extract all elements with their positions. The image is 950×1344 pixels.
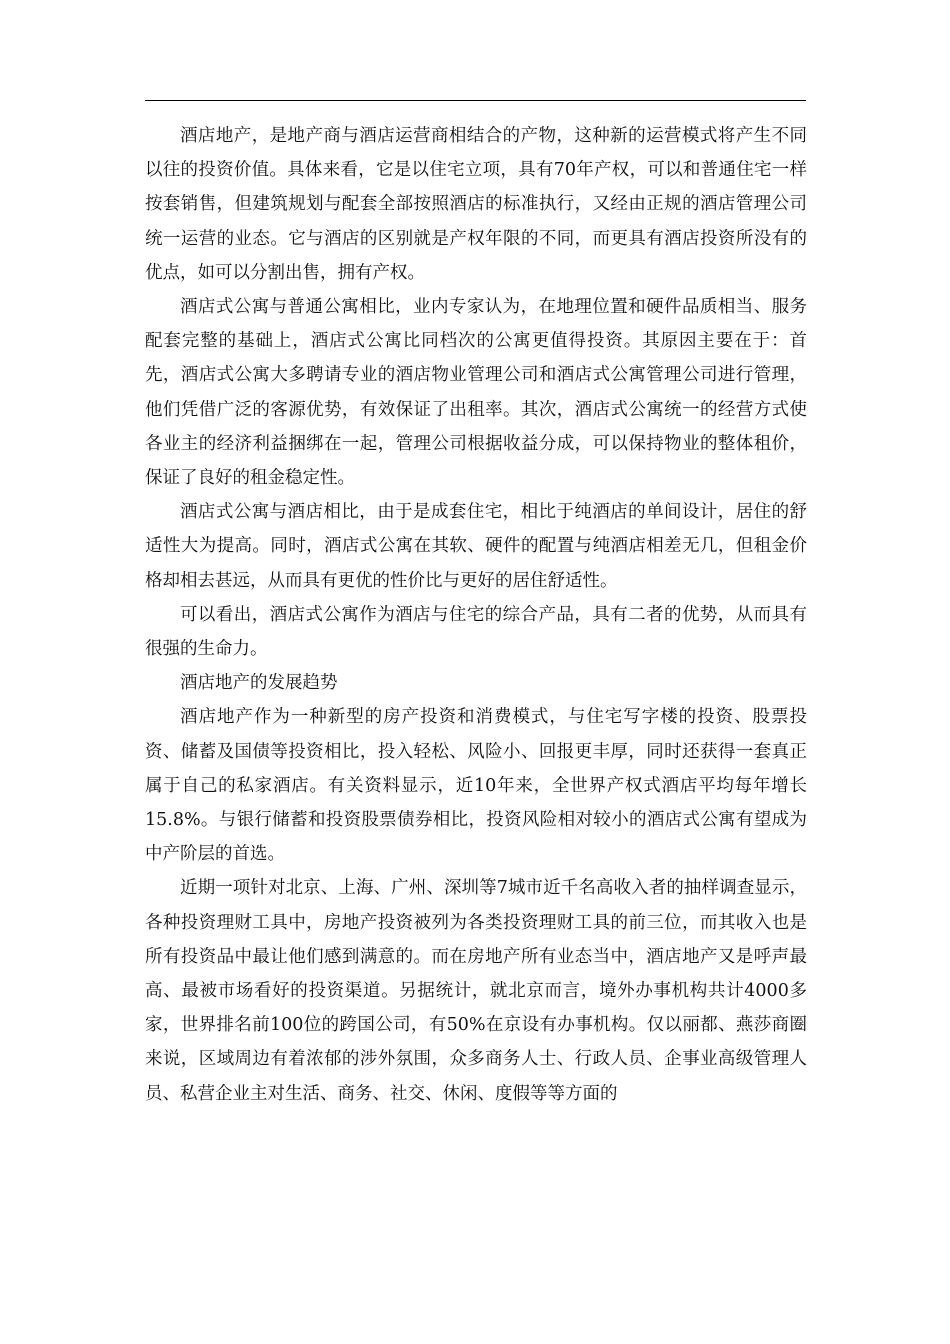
paragraph-survey: 近期一项针对北京、上海、广州、深圳等7城市近千名高收入者的抽样调查显示，各种投资理财工具中，房地产投资被列为各类投资理财工具的前三位，而其收入也是所有投资品中最让他们感到满意的。而在房地产所有业态当中，酒店地产又是呼声最高、最被市场看好的投资渠道。另据统计，就北京而言，境外办事机构共计4000多家，世界排名前100位的跨国公司，有50%在京设有办事机构。仅以丽都、燕莎商圈来说，区域周边有着浓郁的涉外氛围，众多商务人士、行政人员、企事业高级管理人员、私营企业主对生活、商务、社交、休闲、度假等等方面的 — [145, 878, 807, 1104]
paragraph-vs-hotel: 酒店式公寓与酒店相比，由于是成套住宅，相比于纯酒店的单间设计，居住的舒适性大为提高。同时，酒店式公寓在其软、硬件的配置与纯酒店相差无几，但租金价格却相去甚远，从而具有更优的性价比与更好的居住舒适性。 — [145, 502, 807, 591]
section-heading: 酒店地产的发展趋势 — [180, 673, 338, 694]
paragraph-investment-trend: 酒店地产作为一种新型的房产投资和消费模式，与住宅写字楼的投资、股票投资、储蓄及国债等投资相比，投入轻松、风险小、回报更丰厚，同时还获得一套真正属于自己的私家酒店。有关资料显示，近10年来，全世界产权式酒店平均每年增长15.8%。与银行储蓄和投资股票债券相比，投资风险相对较小的酒店式公寓有望成为中产阶层的首选。 — [145, 707, 807, 865]
paragraph-vs-ordinary-apartment: 酒店式公寓与普通公寓相比，业内专家认为，在地理位置和硬件品质相当、服务配套完整的基础上，酒店式公寓比同档次的公寓更值得投资。其原因主要在于：首先，酒店式公寓大多聘请专业的酒店物业管理公司和酒店式公寓管理公司进行管理，他们凭借广泛的客源优势，有效保证了出租率。其次，酒店式公寓统一的经营方式使各业主的经济利益捆绑在一起，管理公司根据收益分成，可以保持物业的整体租价，保证了良好的租金稳定性。 — [145, 297, 807, 489]
paragraph-hotel-property-definition: 酒店地产，是地产商与酒店运营商相结合的产物，这种新的运营模式将产生不同以往的投资价值。具体来看，它是以住宅立项，具有70年产权，可以和普通住宅一样按套销售，但建筑规划与配套全部按照酒店的标准执行，又经由正规的酒店管理公司统一运营的业态。它与酒店的区别就是产权年限的不同，而更具有酒店投资所没有的优点，如可以分割出售，拥有产权。 — [145, 126, 807, 283]
document-body — [145, 119, 807, 1111]
paragraph-conclusion: 可以看出，酒店式公寓作为酒店与住宅的综合产品，具有二者的优势，从而具有很强的生命力。 — [145, 604, 807, 660]
header-rule — [145, 100, 806, 101]
